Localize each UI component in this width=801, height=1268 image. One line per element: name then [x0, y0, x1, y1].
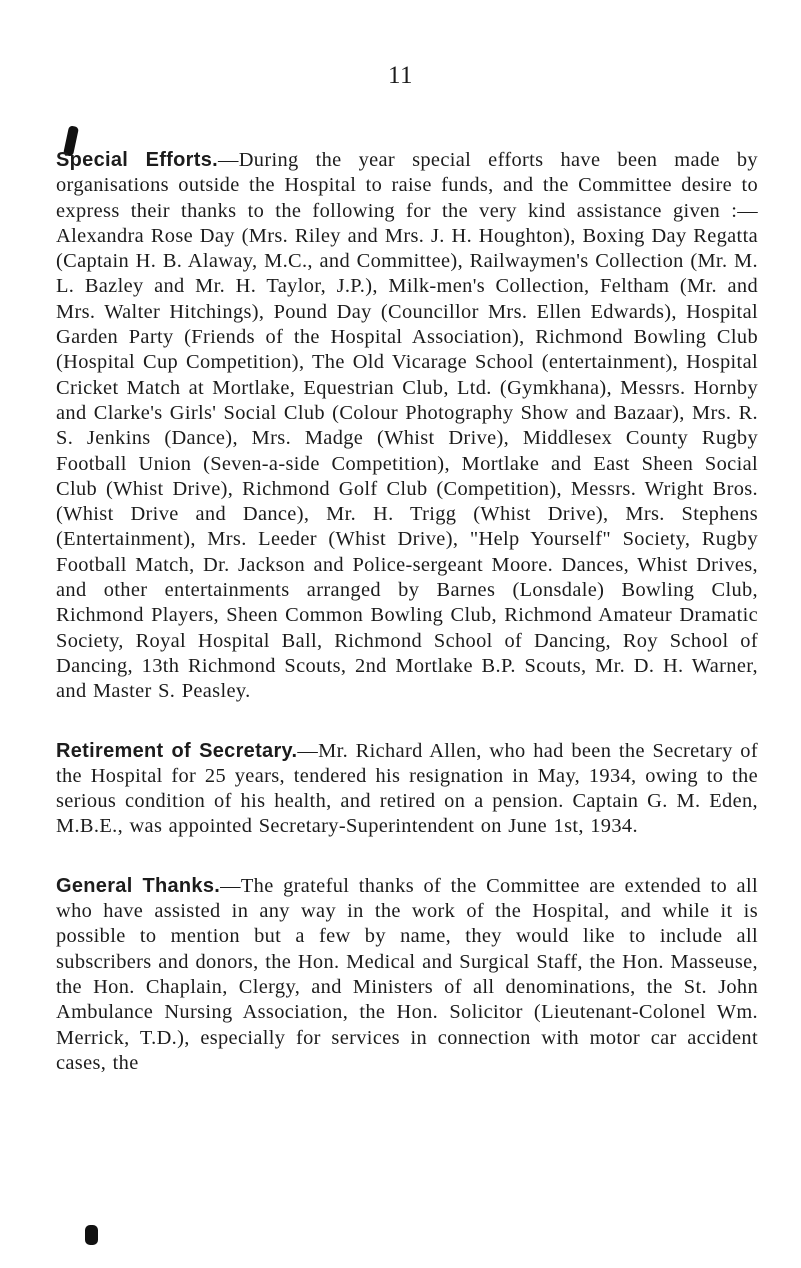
section-heading: Special Efforts.: [56, 149, 218, 171]
text-body: [56, 148, 758, 1076]
section-heading: General Thanks.: [56, 874, 221, 897]
section-general-thanks: [56, 874, 758, 1076]
section-body: —The grateful thanks of the Committee are extended to all who have assisted in any way in the work of the Hospital, and while it is possible to mention but a few by name, they would like to include all subscribers and donors, the Hon. Medical and Surgical Staff, the Hon. Masseuse, the Hon. Chaplain, Clergy, and Ministers of all denominations, the St. John Ambulance Nursing Association, the Hon. Solicitor (Lieutenant-Colonel Wm. Merrick, T.D.), especially for services in connection with motor car accident cases, the: [56, 874, 758, 1074]
section-retirement-of-secretary: [56, 739, 758, 840]
section-body: —During the year special efforts have been made by organisations outside the Hospital to raise funds, and the Committee desire to express their thanks to the following for the very kind assistance given :—Alexandra Rose Day (Mrs. Riley and Mrs. J. H. Houghton), Boxing Day Regatta (Captain H. B. Alaway, M.C., and Committee), Railwaymen's Collection (Mr. M. L. Bazley and Mr. H. Taylor, J.P.), Milk-men's Collection, Feltham (Mr. and Mrs. Walter Hitchings), Pound Day (Councillor Mrs. Ellen Edwards), Hospital Garden Party (Friends of the Hospital Association), Richmond Bowling Club (Hospital Cup Competition), The Old Vicarage School (entertainment), Hospital Cricket Match at Mortlake, Equestrian Club, Ltd. (Gymkhana), Messrs. Hornby and Clarke's Girls' Social Club (Colour Photography Show and Bazaar), Mrs. R. S. Jenkins (Dance), Mrs. Madge (Whist Drive), Middlesex County Rugby Football Union (Seven-a-side Competition), Mortlake and East Sheen Social Club (Whist Drive), Richmond Golf Club (Competition), Messrs. Wright Bros. (Whist Drive and Dance), Mr. H. Trigg (Whist Drive), Mrs. Stephens (Entertainment), Mrs. Leeder (Whist Drive), "Help Yourself" Society, Rugby Football Match, Dr. Jackson and Police-sergeant Moore. Dances, Whist Drives, and other entertainments arranged by Barnes (Lonsdale) Bowling Club, Richmond Players, Sheen Common Bowling Club, Richmond Amateur Dramatic Society, Royal Hospital Ball, Richmond School of Dancing, Roy School of Dancing, 13th Richmond Scouts, 2nd Mortlake B.P. Scouts, Mr. D. H. Warner, and Master S. Peasley.: [56, 149, 758, 703]
page-number: 11: [387, 62, 414, 89]
section-body: —Mr. Richard Allen, who had been the Secretary of the Hospital for 25 years, tendered his resignation in May, 1934, owing to the serious condition of his health, and retired on a pension. Captain G. M. Eden, M.B.E., was appointed Secretary-Superintendent on June 1st, 1934.: [56, 739, 758, 838]
ink-blot-mark: [85, 1225, 98, 1245]
section-special-efforts: [56, 148, 758, 705]
section-heading: Retirement of Secretary.: [56, 739, 298, 762]
